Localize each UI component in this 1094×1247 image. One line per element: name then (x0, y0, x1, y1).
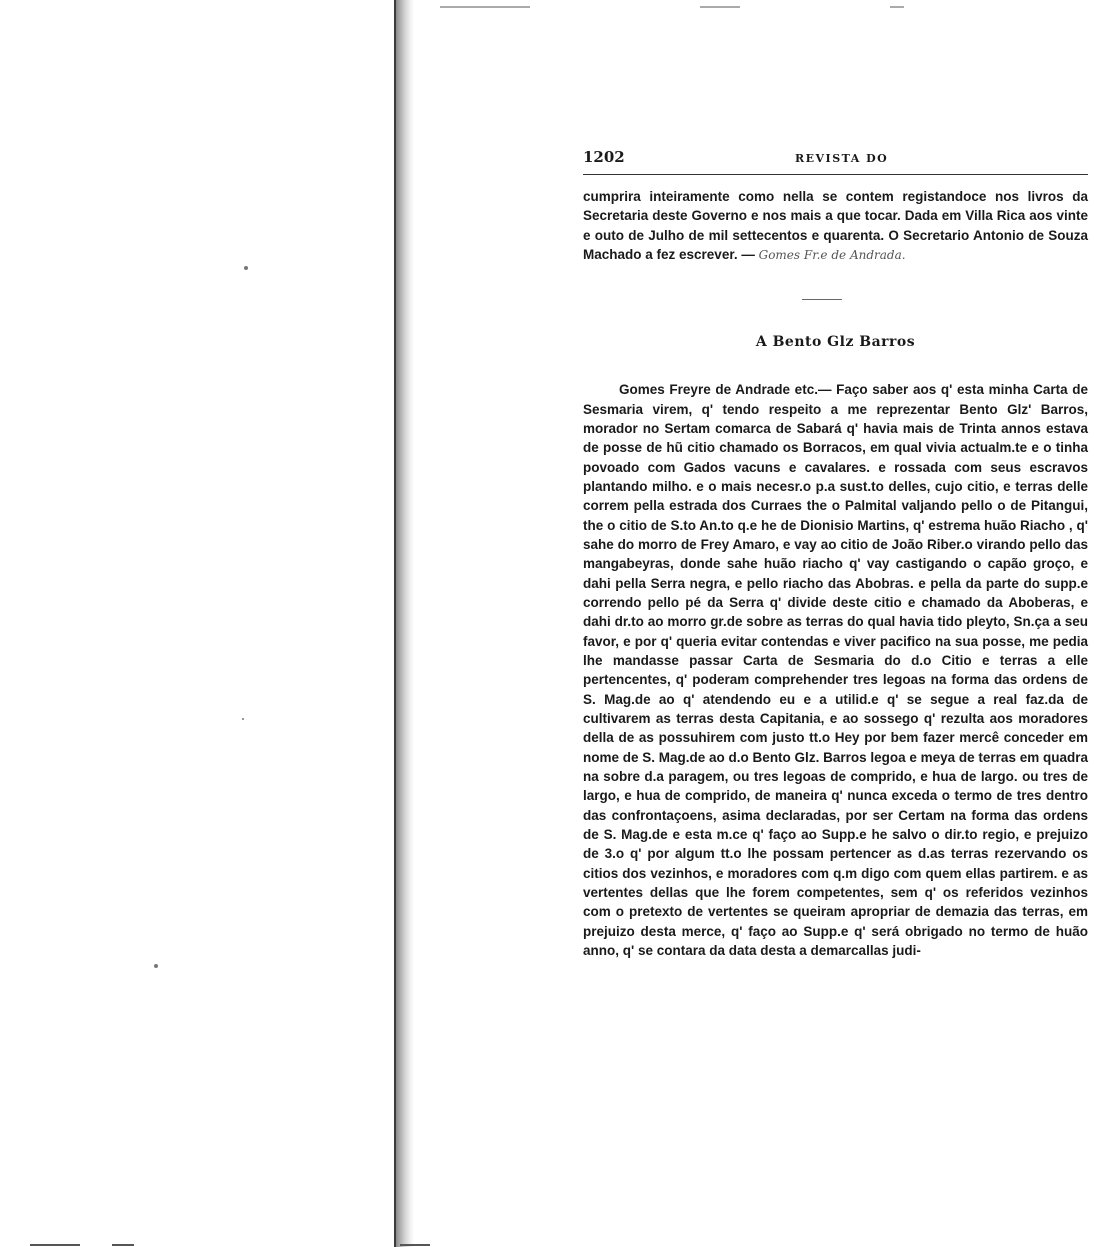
running-title: REVISTA DO (795, 152, 889, 165)
page-gutter-shadow (394, 0, 414, 1247)
page-number: 1202 (583, 148, 625, 166)
section-separator (802, 299, 842, 300)
scan-speck (154, 964, 158, 968)
signature: Gomes Fr.e de Andrada. (758, 247, 906, 262)
scan-speck (242, 718, 244, 720)
scan-edge-mark (890, 6, 904, 8)
scan-edge-mark (112, 1244, 134, 1246)
page-gutter-line (394, 0, 396, 1247)
scan-edge-mark (440, 6, 530, 8)
continuation-text: cumprira inteiramente como nella se contem registandoce nos livros da Secretaria deste Governo e nos mais a que tocar. Dada em Villa Rica aos vinte e outo de Julho de mil settecentos e quarenta. O Secretario Antonio de Souza Machado a fez escrever. — (583, 189, 1088, 262)
scan-speck (244, 266, 248, 270)
scan-edge-mark (700, 6, 740, 8)
book-page (583, 148, 1088, 961)
body-paragraph: Gomes Freyre de Andrade etc.— Faço saber aos q' esta minha Carta de Sesmaria virem, q' tendo respeito a me reprezentar Bento Glz' Barros, morador no Sertam comarca de Sabará q' havia mais de Trinta annos estava de posse de hũ citio chamado os Borracos, em qual vivia actualm.te e o tinha povoado com Gados vacuns e cavalares. e rossada com seus escravos plantando milho. e o mais necesr.o p.a sust.to delles, cujo citio, e terras delle correm pella estrada dos Curraes the o Palmital valjando pello o de Pitangui, the o citio de S.to An.to q.e he de Dionisio Martins, q' estrema huão Riacho , q' sahe do morro de Frey Amaro, e vay ao citio de João Riber.o virando pello das mangabeyras, donde sahe huão riacho q' vay castigando o capão groço, e dahi pella Serra negra, e pello riacho das Abobras. e pella da parte do supp.e correndo pello pé da Serra q' divide deste citio e chamado da Aboberas, e dahi dr.to ao morro gr.de sobre as terras do qual havia tido pleyto, Sn.ça a seu favor, e por q' queria evitar contendas e viver pacifico na sua posse, me pedia lhe mandasse passar Carta de Sesmaria do d.o Citio e terras a elle pertencentes, q' poderam comprehender tres legoas na forma das ordens de S. Mag.de ao q' atendendo eu e a utilid.e q' se segue a real faz.da de cultivarem as terras desta Capitania, e ao sossego q' rezulta aos moradores della de as possuhirem com justo tt.o Hey por bem fazer mercê conceder em nome de S. Mag.de ao d.o Bento Glz. Barros legoa e meya de terras em quadra na sobre d.a paragem, ou tres legoas de comprido, e hua de largo. ou tres de largo, e hua de comprido, de maneira q' nunca exceda o termo de tres dentro das confrontaçoens, asima declaradas, por ser Certam na forma das ordens de S. Mag.de e esta m.ce q' faço ao Supp.e he salvo o dir.to regio, e prejuizo de 3.o q' por algum tt.o lhe possam pertencer as d.as terras rezervando os citios dos vezinhos, e moradores com q.m digo com quem ellas partirem. e as vertentes dellas que lhe forem competentes, sem q' os referidos vezinhos com o pretexto de vertentes se queiram apropriar de demazia das terras, em prejuizo desta merce, q' faço ao Supp.e q' será obrigado no termo de huão anno, q' se contara da data desta a demarcallas judi- (583, 382, 1088, 959)
section-heading: A Bento Glz Barros (755, 334, 916, 351)
scan-edge-mark (400, 1244, 430, 1246)
continuation-paragraph (583, 187, 1088, 265)
running-header (583, 148, 1088, 168)
scan-edge-mark (30, 1244, 80, 1246)
header-rule (583, 174, 1088, 175)
